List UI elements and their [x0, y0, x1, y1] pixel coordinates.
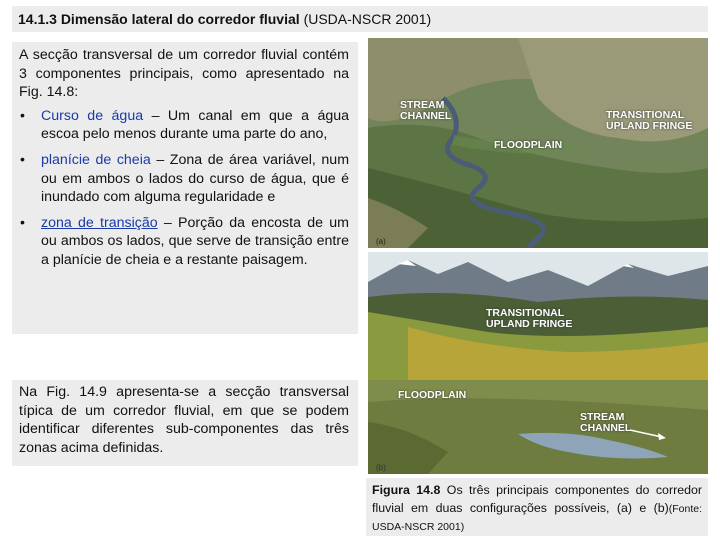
term-description: – Um canal em que a água escoa pelo menos durante uma parte do ano,	[41, 107, 350, 143]
term-zona-de-transicao: zona de transição	[41, 214, 158, 231]
list-item	[19, 151, 349, 207]
term-description: – Zona de área variável, num ou em ambos o lados do curso de água, que é inundado com alguma regularidade e	[41, 151, 350, 206]
title-heading: 14.1.3 Dimensão lateral do corredor fluvial	[18, 11, 300, 27]
label-line: STREAM	[580, 411, 625, 423]
panel-letter-b: (b)	[376, 463, 386, 472]
label-line: UPLAND FRINGE	[486, 318, 573, 330]
components-box	[12, 42, 358, 334]
list-item	[19, 214, 349, 270]
figure-reference-text: Na Fig. 14.9 apresenta-se a secção transversal típica de um corredor fluvial, em que se podem identificar diferentes sub-componentes das três zonas acima definidas.	[19, 384, 349, 456]
page-title	[12, 6, 708, 32]
term-description: – Porção da encosta de um ou ambos os lados, que serve de transição entre a planície de cheia e a restante paisagem.	[41, 214, 349, 268]
label-floodplain-b: FLOODPLAIN	[398, 389, 467, 401]
label-line: CHANNEL	[580, 422, 632, 434]
components-list	[19, 107, 349, 270]
caption-text: Os três principais componentes do corredor fluvial em duas configurações possíveis, (a) e (b)	[372, 483, 702, 515]
arrow-icon	[630, 427, 670, 441]
label-transitional-a	[606, 110, 692, 132]
label-floodplain-a: FLOODPLAIN	[494, 139, 563, 151]
label-transitional-b	[486, 308, 572, 330]
label-line: TRANSITIONAL	[606, 109, 685, 121]
title-source: (USDA-NSCR 2001)	[303, 11, 432, 27]
label-stream-channel-a	[400, 100, 451, 122]
photo-b	[368, 252, 708, 474]
label-line: UPLAND FRINGE	[606, 120, 693, 132]
figure-reference-box	[12, 380, 358, 466]
caption-label: Figura 14.8	[372, 483, 441, 497]
label-line: CHANNEL	[400, 110, 452, 122]
list-item	[19, 107, 349, 144]
term-curso-de-agua: Curso de água	[41, 107, 144, 124]
term-planicie-de-cheia: planície de cheia	[41, 151, 151, 168]
label-line: TRANSITIONAL	[486, 307, 565, 319]
caption-source: (Fonte: USDA-NSCR 2001)	[372, 502, 702, 533]
label-stream-channel-b	[580, 412, 631, 434]
figure-caption	[366, 478, 708, 536]
panel-letter-a: (a)	[376, 237, 386, 246]
photo-a	[368, 38, 708, 248]
label-line: STREAM	[400, 99, 445, 111]
intro-text: A secção transversal de um corredor fluvial contém 3 componentes principais, como apresentado na Fig. 14.8:	[19, 47, 349, 101]
